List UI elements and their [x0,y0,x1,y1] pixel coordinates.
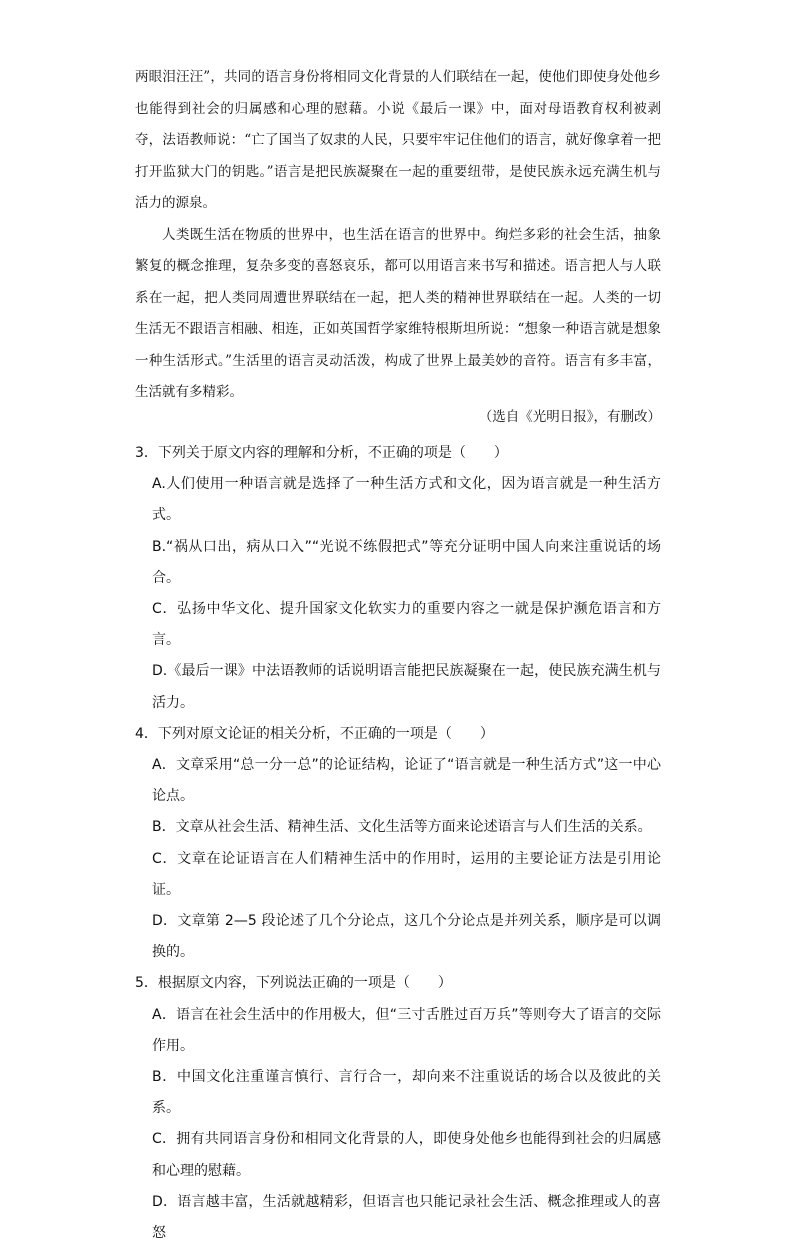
question-stem: 4．下列对原文论证的相关分析，不正确的一项是（ ） [135,725,494,742]
option-c: C．拥有共同语言身份和相同文化背景的人，即使身处他乡也能得到社会的归属感和心理的慰藉。 [152,1131,661,1179]
option-a: A．文章采用“总一分一总”的论证结构，论证了“语言就是一种生活方式”这一中心论点。 [152,757,661,805]
question-5 [135,968,661,1249]
option-a: A.人们使用一种语言就是选择了一种生活方式和文化，因为语言就是一种生活方式。 [152,476,661,524]
question-3 [135,438,661,719]
option-c: C．文章在论证语言在人们精神生活中的作用时，运用的主要论证方法是引用论证。 [152,850,661,898]
option-b: B.“祸从口出，病从口入”“光说不练假把式”等充分证明中国人向来注重说话的场合。 [152,538,661,586]
reading-passage [135,62,661,409]
passage-source: （选自《光明日报》，有删改） [478,409,661,425]
question-4 [135,719,661,969]
option-c: C．弘扬中华文化、提升国家文化软实力的重要内容之一就是保护濒危语言和方言。 [152,601,661,649]
passage-paragraph-2: 人类既生活在物质的世界中，也生活在语言的世界中。绚烂多彩的社会生活，抽象繁复的概念推理，复杂多变的喜怒哀乐，都可以用语言来书写和描述。语言把人与人联系在一起，把人类同周遭世界联结在一起，把人类的精神世界联结在一起。人类的一切生活无不跟语言相融、相连，正如英国哲学家维特根斯坦所说：“想象一种语言就是想象一种生活形式。”生活里的语言灵动活泼，构成了世界上最美妙的音符。语言有多丰富，生活就有多精彩。 [135,226,661,400]
option-a: A．语言在社会生活中的作用极大，但“三寸舌胜过百万兵”等则夸大了语言的交际作用。 [152,1006,661,1054]
option-d: D．语言越丰富，生活就越精彩，但语言也只能记录社会生活、概念推理或人的喜怒 [152,1193,661,1242]
option-b: B．文章从社会生活、精神生活、文化生活等方面来论述语言与人们生活的关系。 [152,819,652,836]
question-stem: 3．下列关于原文内容的理解和分析，不正确的项是（ ） [135,445,508,461]
option-d: D．文章第 2—5 段论述了几个分论点，这几个分论点是并列关系，顺序是可以调换的。 [152,913,661,961]
option-d: D.《最后一课》中法语教师的话说明语言能把民族凝聚在一起，使民族充满生机与活力。 [152,663,661,711]
question-list [135,438,661,1249]
option-b: B．中国文化注重谨言慎行、言行合一，却向来不注重说话的场合以及彼此的关系。 [152,1069,661,1117]
passage-paragraph-1: 两眼泪汪汪”，共同的语言身份将相同文化背景的人们联结在一起，使他们即使身处他乡也能得到社会的归属感和心理的慰藉。小说《最后一课》中，面对母语教育权利被剥夺，法语教师说：“亡了国当了奴隶的人民，只要牢牢记住他们的语言，就好像拿着一把打开监狱大门的钥匙。”语言是把民族凝聚在一起的重要纽带，是使民族永远充满生机与活力的源泉。 [135,69,661,211]
question-stem: 5．根据原文内容，下列说法正确的一项是（ ） [135,975,452,992]
